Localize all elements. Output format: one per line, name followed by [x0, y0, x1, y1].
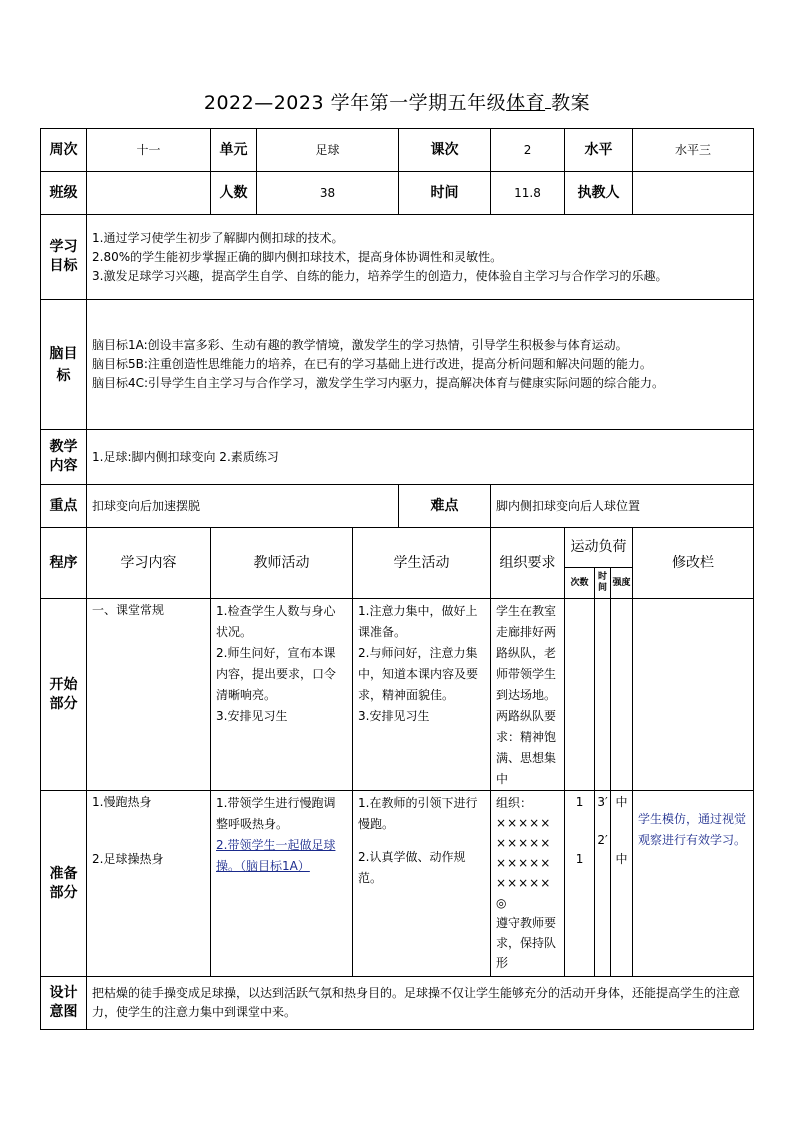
brain-item: 脑目标4C:引导学生自主学习与合作学习，激发学生学习内驱力，提高解决体育与健康实际问题的综合能力。 [92, 376, 665, 390]
header-program: 程序 [41, 528, 87, 599]
count-value: 38 [257, 172, 399, 215]
prep-learn [87, 791, 211, 977]
design-row [41, 977, 754, 1030]
goals-label: 学习目标 [41, 215, 87, 300]
prep-learn-item: 2.足球操热身 [92, 852, 164, 866]
header-intensity: 强度 [611, 568, 633, 599]
class-label: 班级 [41, 172, 87, 215]
start-student-item: 2.与师问好，注意力集中，知道本课内容及要求，精神面貌佳。 [358, 646, 479, 702]
prep-times-1: 1 [575, 795, 584, 809]
diff-value: 脚内侧扣球变向后人球位置 [491, 485, 754, 528]
title-suffix: 教案 [551, 92, 591, 114]
prep-student-spacer [358, 835, 485, 847]
prep-intensity-2: 中 [615, 852, 628, 866]
teacher-value [633, 172, 754, 215]
prep-learn-spacer [92, 812, 205, 850]
prep-org [491, 791, 565, 977]
prep-duration-1: 3′ [597, 795, 608, 809]
diff-label: 难点 [399, 485, 491, 528]
start-times [565, 599, 595, 791]
unit-label: 单元 [211, 129, 257, 172]
start-teacher [211, 599, 353, 791]
prep-org-req: 遵守教师要求，保持队形 [496, 916, 557, 970]
prep-teacher [211, 791, 353, 977]
design-label: 设计意图 [41, 977, 87, 1030]
start-learn: 一、课堂常规 [87, 599, 211, 791]
header-revise: 修改栏 [633, 528, 754, 599]
start-revise [633, 599, 754, 791]
start-row [41, 599, 754, 791]
header-times: 次数 [565, 568, 595, 599]
page-title [0, 88, 794, 115]
header-learn: 学习内容 [87, 528, 211, 599]
formation-row: ××××× [496, 876, 552, 890]
prep-student-item: 1.在教师的引领下进行慢跑。 [358, 796, 478, 831]
start-duration [595, 599, 611, 791]
week-value: 十一 [87, 129, 211, 172]
prep-teacher-item: 1.带领学生进行慢跑调整呼吸热身。 [216, 796, 336, 831]
key-value: 扣球变向后加速摆脱 [87, 485, 399, 528]
header-org: 组织要求 [491, 528, 565, 599]
header-duration: 时间 [595, 568, 611, 599]
goal-item: 2.80%的学生能初步掌握正确的脚内侧扣球技术，提高身体协调性和灵敏性。 [92, 249, 503, 264]
prep-revise: 学生模仿，通过视觉观察进行有效学习。 [633, 791, 754, 977]
formation-row: ××××× [496, 856, 552, 870]
prep-org-label: 组织： [496, 796, 533, 810]
class-value [87, 172, 211, 215]
lesson-label: 课次 [399, 129, 491, 172]
prep-duration-2: 2′ [597, 833, 608, 847]
title-subject: 体育 [506, 92, 546, 114]
start-intensity [611, 599, 633, 791]
info-row-2 [41, 172, 754, 215]
brain-item: 脑目标1A:创设丰富多彩、生动有趣的教学情境，激发学生的学习热情，引导学生积极参与体育运动。 [92, 338, 628, 352]
lesson-value: 2 [491, 129, 565, 172]
start-teacher-item: 3.安排见习生 [216, 709, 288, 723]
level-label: 水平 [565, 129, 633, 172]
start-student-item: 1.注意力集中，做好上课准备。 [358, 604, 478, 639]
content-row [41, 430, 754, 485]
count-label: 人数 [211, 172, 257, 215]
start-teacher-item: 1.检查学生人数与身心状况。 [216, 604, 336, 639]
header-row [41, 528, 754, 568]
content-value: 1.足球:脚内侧扣球变向 2.素质练习 [87, 430, 754, 485]
content-label: 教学内容 [41, 430, 87, 485]
prep-times-spacer [565, 812, 594, 850]
prep-intensity-1: 中 [615, 795, 628, 809]
prep-times [565, 791, 595, 977]
start-student-item: 3.安排见习生 [358, 709, 430, 723]
prep-duration [595, 791, 611, 977]
key-label: 重点 [41, 485, 87, 528]
brain-row [41, 300, 754, 430]
goals-row [41, 215, 754, 300]
unit-value: 足球 [257, 129, 399, 172]
title-prefix: 2022—2023 学年第一学期五年级 [203, 92, 507, 114]
prep-intensity-spacer [611, 812, 632, 850]
goal-item: 3.激发足球学习兴趣，提高学生自学、自练的能力，培养学生的创造力，使体验自主学习与合作学习的乐趣。 [92, 268, 668, 283]
header-load: 运动负荷 [565, 528, 633, 568]
lesson-plan-table [40, 128, 754, 1030]
prep-times-2: 1 [575, 852, 584, 866]
time-label: 时间 [399, 172, 491, 215]
design-value: 把枯燥的徒手操变成足球操，以达到活跃气氛和热身目的。足球操不仅让学生能够充分的活动开身体，还能提高学生的注意力，使学生的注意力集中到课堂中来。 [87, 977, 754, 1030]
info-row-1 [41, 129, 754, 172]
start-org: 学生在教室走廊排好两路纵队，老师带领学生到达场地。两路纵队要求：精神饱满、思想集中 [491, 599, 565, 791]
brain-content [87, 300, 754, 430]
header-teacher: 教师活动 [211, 528, 353, 599]
formation-row: ××××× [496, 836, 552, 850]
prep-student-item: 2.认真学做、动作规范。 [358, 850, 466, 885]
brain-item: 脑目标5B:注重创造性思维能力的培养，在已有的学习基础上进行改进，提高分析问题和解决问题的能力。 [92, 357, 652, 371]
goals-content [87, 215, 754, 300]
prep-teacher-item: 2.带领学生一起做足球操。（脑目标1A） [216, 838, 336, 873]
prep-learn-item: 1.慢跑热身 [92, 795, 152, 809]
brain-label: 脑目标 [41, 300, 87, 430]
formation-row: ××××× [496, 816, 552, 830]
prep-row [41, 791, 754, 977]
level-value: 水平三 [633, 129, 754, 172]
start-student [353, 599, 491, 791]
goal-item: 1.通过学习使学生初步了解脚内侧扣球的技术。 [92, 230, 344, 245]
teacher-label: 执教人 [565, 172, 633, 215]
start-teacher-item: 2.师生问好，宣布本课内容，提出要求，口令清晰响亮。 [216, 646, 337, 702]
prep-student [353, 791, 491, 977]
week-label: 周次 [41, 129, 87, 172]
time-value: 11.8 [491, 172, 565, 215]
prep-duration-spacer [595, 812, 610, 831]
prep-intensity [611, 791, 633, 977]
start-label: 开始部分 [41, 599, 87, 791]
key-row [41, 485, 754, 528]
header-student: 学生活动 [353, 528, 491, 599]
teacher-position-icon: ◎ [496, 896, 507, 910]
prep-label: 准备部分 [41, 791, 87, 977]
